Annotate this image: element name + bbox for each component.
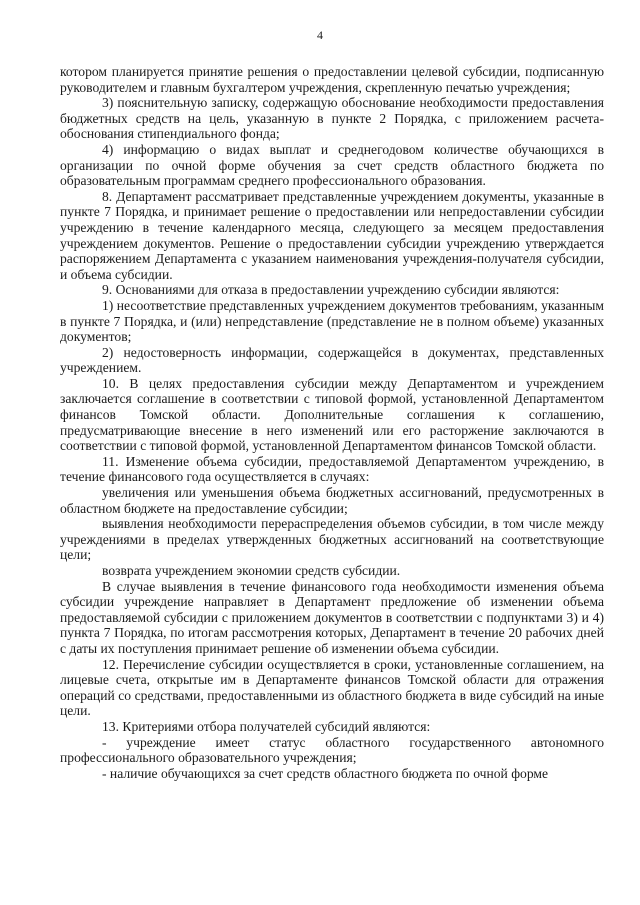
page-number: 4: [317, 28, 323, 42]
paragraph-clause-11-procedure: В случае выявления в течение финансового года необходимости изменения объема субсидии учреждение направляет в Департамент предложение об изменении объема предоставляемой субсидии с приложением документов в соответствии с подпунктами 3) и 4) пункта 7 Порядка, по итогам рассмотрения которых, Департамент в течение 20 рабочих дней с даты их поступления принимает решение об изменении объема субсидии.: [60, 578, 604, 656]
paragraph-clause-9-item-2: 2) недостоверность информации, содержащейся в документах, представленных учреждением.: [60, 344, 604, 376]
paragraph-clause-11-case-b: выявления необходимости перераспределения объемов субсидии, в том числе между учреждениями в пределах утвержденных бюджетных ассигнований на соответствующие цели;: [60, 516, 604, 563]
paragraph-clause-10: 10. В целях предоставления субсидии между Департаментом и учреждением заключается соглашение в соответствии с типовой формой, установленной Департаментом финансов Томской области. Дополнительные соглашения к соглашению, предусматривающие внесение в него изменений или его расторжение заключаются в соответствии с типовой формой, установленной Департаментом финансов Томской области.: [60, 375, 604, 454]
paragraph-clause-12: 12. Перечисление субсидии осуществляется в сроки, установленные соглашением, на лицевые счета, открытые им в Департаменте финансов Томской области для отражения операций со средствами, предоставленными из областного бюджета в виде субсидий на иные цели.: [60, 656, 604, 719]
paragraph-continuation: котором планируется принятие решения о предоставлении целевой субсидии, подписанную руководителем и главным бухгалтером учреждения, скрепленную печатью учреждения;: [60, 64, 604, 95]
paragraph-clause-13: 13. Критериями отбора получателей субсидий являются:: [102, 718, 431, 734]
paragraph-clause-9: 9. Основаниями для отказа в предоставлении учреждению субсидии являются:: [102, 282, 560, 298]
paragraph-clause-13-criterion-b: - наличие обучающихся за счет средств областного бюджета по очной форме: [102, 765, 549, 781]
paragraph-item-3: 3) пояснительную записку, содержащую обоснование необходимости предоставления бюджетных средств на цель, указанную в пункте 2 Порядка, с приложением расчета-обоснования стипендиального фонда;: [60, 95, 604, 142]
document-body: [60, 64, 604, 781]
paragraph-clause-8: 8. Департамент рассматривает представленные учреждением документы, указанные в пункте 7 Порядка, и принимает решение о предоставлении или непредоставлении субсидии учреждению в течение календарного месяца, следующего за месяцем предоставления учреждением документов. Решение о предоставлении субсидии учреждению утверждается распоряжением Департамента с указанием наименования учреждения-получателя субсидии, и объема субсидии.: [60, 188, 604, 282]
paragraph-clause-11-case-a: увеличения или уменьшения объема бюджетных ассигнований, предусмотренных в областном бюджете на предоставление субсидии;: [60, 485, 604, 516]
paragraph-clause-11: 11. Изменение объема субсидии, предоставляемой Департаментом учреждению, в течение финансового года осуществляется в случаях:: [60, 453, 604, 485]
paragraph-clause-11-case-c: возврата учреждением экономии средств субсидии.: [102, 563, 401, 578]
paragraph-item-4: 4) информацию о видах выплат и среднегодовом количестве обучающихся в организации по очной форме обучения за счет средств областного бюджета по образовательным программам среднего профессионального образования.: [60, 141, 604, 189]
paragraph-clause-9-item-1: 1) несоответствие представленных учреждением документов требованиям, указанным в пункте 7 Порядка, и (или) непредставление (представление не в полном объеме) указанных документов;: [60, 297, 604, 345]
paragraph-clause-13-criterion-a: - учреждение имеет статус областного государственного автономного профессионального образовательного учреждения;: [60, 734, 604, 766]
